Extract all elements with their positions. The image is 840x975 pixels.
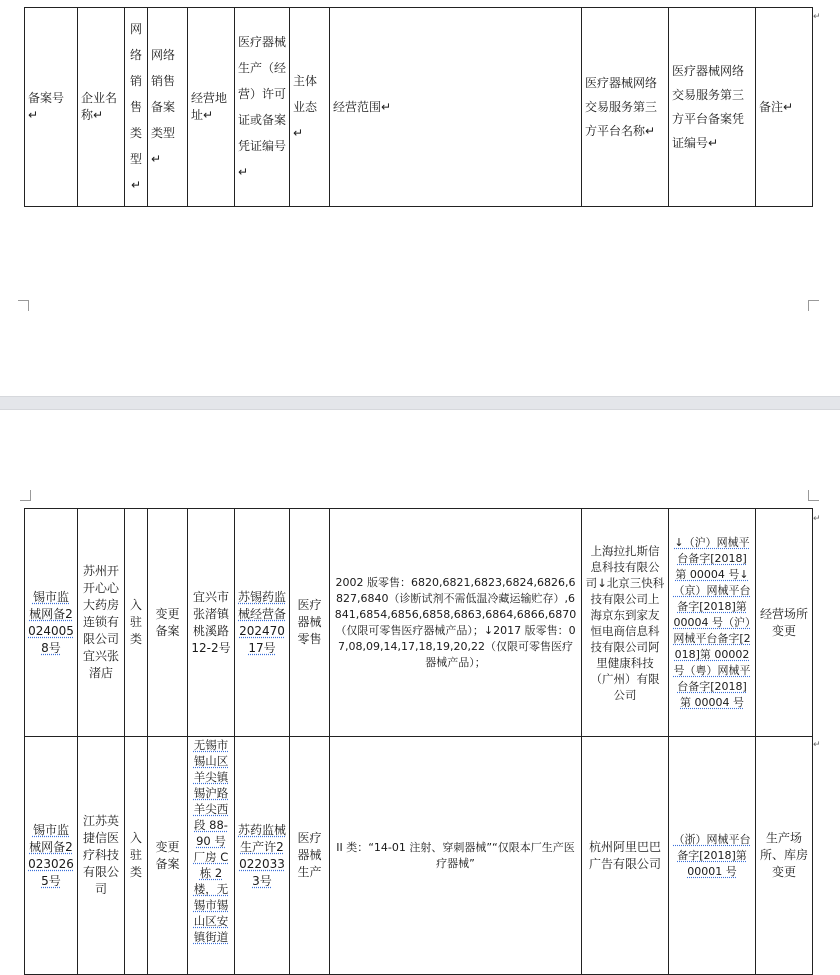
cell-online-sales-type: 入驻类 xyxy=(125,737,148,975)
return-mark-icon: ↵ xyxy=(813,740,821,750)
document-page-top xyxy=(0,0,840,396)
header-remarks: 备注↵ xyxy=(756,8,813,207)
table-row xyxy=(25,509,813,737)
cell-platform-record-no: （浙）网械平台备字[2018]第 00001 号 xyxy=(669,737,756,975)
cell-online-sales-type: 入驻类 xyxy=(125,509,148,737)
cell-remarks: 生产场所、库房变更 xyxy=(756,737,813,975)
header-platform-name: 医疗器械网络交易服务第三方平台名称↵ xyxy=(582,8,669,207)
page-corner-mark xyxy=(808,490,819,501)
cell-business-scope: II 类：“14-01 注射、穿刺器械”“仅限本厂生产医疗器械” xyxy=(330,737,582,975)
return-mark-icon: ↵ xyxy=(813,12,821,22)
cell-record-type: 变更备案 xyxy=(148,509,188,737)
document-page-bottom xyxy=(0,410,840,974)
header-business-address: 经营地址↵ xyxy=(188,8,235,207)
cell-platform-name: 杭州阿里巴巴广告有限公司 xyxy=(582,737,669,975)
cell-business-scope: 2002 版零售：6820,6821,6823,6824,6826,6827,6840（诊断试剂不需低温冷藏运输贮存）,6841,6854,6856,6858,6863,6864,6866,6870（仅限可零售医疗器械产品）；↓2017 版零售：07,08,09,14,17,18,19,20,22（仅限可零售医疗器械产品）； xyxy=(330,509,582,737)
table-row xyxy=(25,737,813,975)
header-record-type: 网络销售备案类型↵ xyxy=(148,8,188,207)
page-corner-mark xyxy=(808,300,819,311)
cell-record-no: 锡市监械网备20230265号 xyxy=(25,737,78,975)
cell-license-no: 苏锡药监械经营备20247017号 xyxy=(235,509,290,737)
cell-entity-type: 医疗器械生产 xyxy=(290,737,330,975)
header-company-name: 企业名称↵ xyxy=(78,8,125,207)
cell-business-address: 宜兴市张渚镇桃溪路12-2号 xyxy=(188,509,235,737)
header-table xyxy=(24,7,813,207)
cell-record-no: 锡市监械网备20240058号 xyxy=(25,509,78,737)
cell-company-name: 苏州开开心心大药房连锁有限公司宜兴张渚店 xyxy=(78,509,125,737)
cell-remarks: 经营场所变更 xyxy=(756,509,813,737)
header-record-no: 备案号↵ xyxy=(25,8,78,207)
page-gap xyxy=(0,396,840,410)
header-row xyxy=(25,8,813,207)
cell-business-address: 无锡市锡山区羊尖镇锡沪路羊尖西段 88-90 号厂房 C 栋 2 楼，无锡市锡山区安镇街道 xyxy=(188,737,235,975)
cell-company-name: 江苏英捷信医疗科技有限公司 xyxy=(78,737,125,975)
records-table xyxy=(24,508,813,975)
page-corner-mark xyxy=(20,490,31,501)
return-mark-icon: ↵ xyxy=(813,514,821,524)
header-license-no: 医疗器械生产（经营）许可证或备案凭证编号↵ xyxy=(235,8,290,207)
cell-license-no: 苏药监械生产许20220333号 xyxy=(235,737,290,975)
cell-entity-type: 医疗器械零售 xyxy=(290,509,330,737)
cell-record-type: 变更备案 xyxy=(148,737,188,975)
header-platform-record-no: 医疗器械网络交易服务第三方平台备案凭证编号↵ xyxy=(669,8,756,207)
header-online-sales-type: 网络销售类型↵ xyxy=(125,8,148,207)
header-entity-type: 主体业态↵ xyxy=(290,8,330,207)
cell-platform-record-no: ↓（沪）网械平台备字[2018]第 00004 号↓（京）网械平台备字[2018]第 00004 号（沪）网械平台备字[2018]第 00002 号（粤）网械平台备字[2018]第 00004 号 xyxy=(669,509,756,737)
page-corner-mark xyxy=(18,300,29,311)
header-business-scope: 经营范围↵ xyxy=(330,8,582,207)
cell-platform-name: 上海拉扎斯信息科技有限公司↓北京三快科技有限公司上海京东到家友恒电商信息科技有限公司阿里健康科技（广州）有限公司 xyxy=(582,509,669,737)
